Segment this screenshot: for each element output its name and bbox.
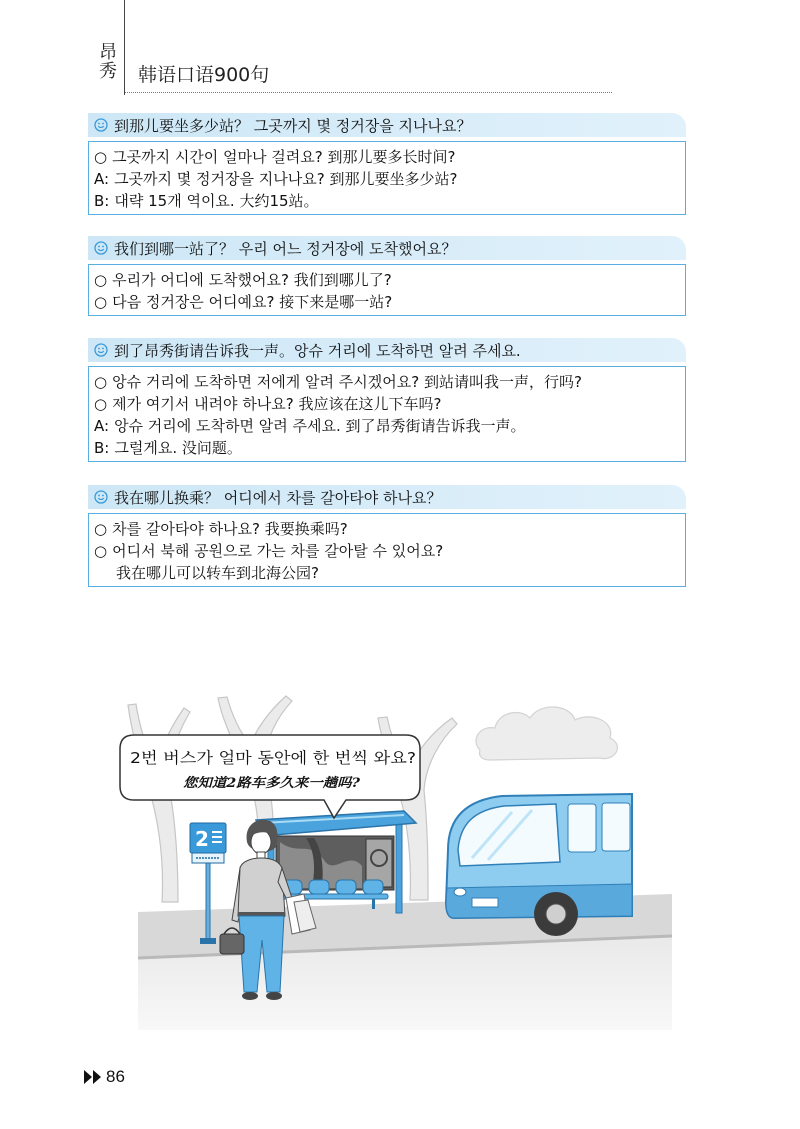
woman-shoe: [242, 992, 258, 1000]
bus-license-plate: [472, 898, 498, 907]
line-text: 제가 여기서 내려야 하나요? 我应该在这儿下车吗?: [112, 395, 442, 413]
heading-text: 到了昂秀街请告诉我一声。앙슈 거리에 도착하면 알려 주세요.: [114, 341, 521, 360]
smiley-icon: [94, 118, 108, 132]
header-vertical-rule: [124, 0, 125, 95]
phrase-line: [94, 291, 679, 313]
header-dotted-rule: [125, 92, 612, 93]
shelter-seat: [309, 880, 329, 894]
line-text: 대략 15개 역이요. 大约15站。: [114, 192, 319, 210]
woman-shoe: [266, 992, 282, 1000]
double-arrow-icon: [84, 1070, 102, 1084]
sign-base: [200, 938, 216, 944]
phrase-box: [88, 141, 686, 215]
bubble-text-korean: 2번 버스가 얼마 동안에 한 번씩 와요?: [130, 749, 388, 767]
smiley-icon: [94, 343, 108, 357]
line-text: 차를 갈아타야 하나요? 我要换乘吗?: [112, 520, 348, 538]
phrase-section: [88, 485, 686, 587]
phrase-line: [94, 269, 679, 291]
page-footer: [84, 1067, 125, 1087]
bus-wheel-hub: [546, 904, 566, 924]
line-marker: B:: [94, 192, 110, 210]
heading-text: 我们到哪一站了？ 우리 어느 정거장에 도착했어요？: [114, 239, 457, 258]
phrase-line: [94, 415, 679, 437]
phrase-line: [94, 540, 679, 562]
line-text: 앙슈 거리에 도착하면 알려 주세요. 到了昂秀街请告诉我一声。: [114, 417, 526, 435]
line-text: 그럴게요. 没问题。: [114, 439, 242, 457]
shelter-bench-leg: [372, 899, 375, 909]
bus: [446, 794, 632, 936]
sign-number: 2: [195, 827, 209, 851]
smiley-icon: [94, 490, 108, 504]
line-marker: A:: [94, 170, 110, 188]
line-marker: B:: [94, 439, 110, 457]
phrase-section: [88, 338, 686, 462]
line-marker: A:: [94, 417, 110, 435]
phrase-heading: [88, 485, 686, 509]
line-marker: ○: [94, 293, 108, 311]
line-marker: ○: [94, 542, 108, 560]
line-text: 어디서 북해 공원으로 가는 차를 갈아탈 수 있어요?: [112, 542, 444, 560]
bus-side-window: [602, 803, 630, 851]
line-marker: ○: [94, 148, 108, 166]
phrase-line: [94, 518, 679, 540]
heading-text: 我在哪儿换乘？ 어디에서 차를 갈아타야 하나요？: [114, 488, 442, 507]
sign-pole: [206, 856, 210, 940]
line-text: 我在哪儿可以转车到北海公园?: [116, 564, 319, 582]
heading-text: 到那儿要坐多少站？ 그곳까지 몇 정거장을 지나나요？: [114, 116, 472, 135]
shelter-seat: [336, 880, 356, 894]
line-text: 우리가 어디에 도착했어요? 我们到哪儿了?: [112, 271, 392, 289]
phrase-box: [88, 513, 686, 587]
line-marker: ○: [94, 271, 108, 289]
line-marker: ○: [94, 373, 108, 391]
smiley-icon: [94, 241, 108, 255]
line-marker: ○: [94, 520, 108, 538]
phrase-line: [94, 190, 679, 212]
line-text: 그곳까지 시간이 얼마나 걸려요? 到那儿要多长时间?: [112, 148, 456, 166]
phrase-line: [94, 371, 679, 393]
bus-headlight: [454, 888, 466, 896]
shelter-pole: [396, 821, 402, 913]
phrase-box: [88, 366, 686, 462]
shelter-seat: [363, 880, 383, 894]
brand-mark: 昂秀: [96, 42, 117, 80]
phrase-section: [88, 236, 686, 316]
phrase-line: [94, 146, 679, 168]
bus-side-window: [568, 804, 596, 852]
bubble-text-chinese: 您知道2路车多久来一趟吗?: [183, 776, 343, 791]
phrase-section: [88, 113, 686, 215]
phrase-heading: [88, 338, 686, 362]
book-title: 韩语口语900句: [138, 64, 270, 86]
line-text: 앙슈 거리에 도착하면 저에게 알려 주시겠어요? 到站请叫我一声，行吗?: [112, 373, 582, 391]
line-marker: ○: [94, 395, 108, 413]
phrase-line: [94, 393, 679, 415]
phrase-line: [94, 562, 679, 584]
line-text: 다음 정거장은 어디예요? 接下来是哪一站?: [112, 293, 393, 311]
handbag: [220, 934, 244, 954]
woman-top: [238, 858, 285, 916]
cloud: [476, 707, 617, 760]
bus-stop-illustration: [110, 690, 690, 1040]
phrase-heading: [88, 113, 686, 137]
tree: [128, 704, 190, 902]
page-number: 86: [106, 1067, 125, 1086]
phrase-line: [94, 168, 679, 190]
phrase-heading: [88, 236, 686, 260]
phrase-box: [88, 264, 686, 316]
line-text: 그곳까지 몇 정거장을 지나나요? 到那儿要坐多少站?: [114, 170, 458, 188]
phrase-line: [94, 437, 679, 459]
